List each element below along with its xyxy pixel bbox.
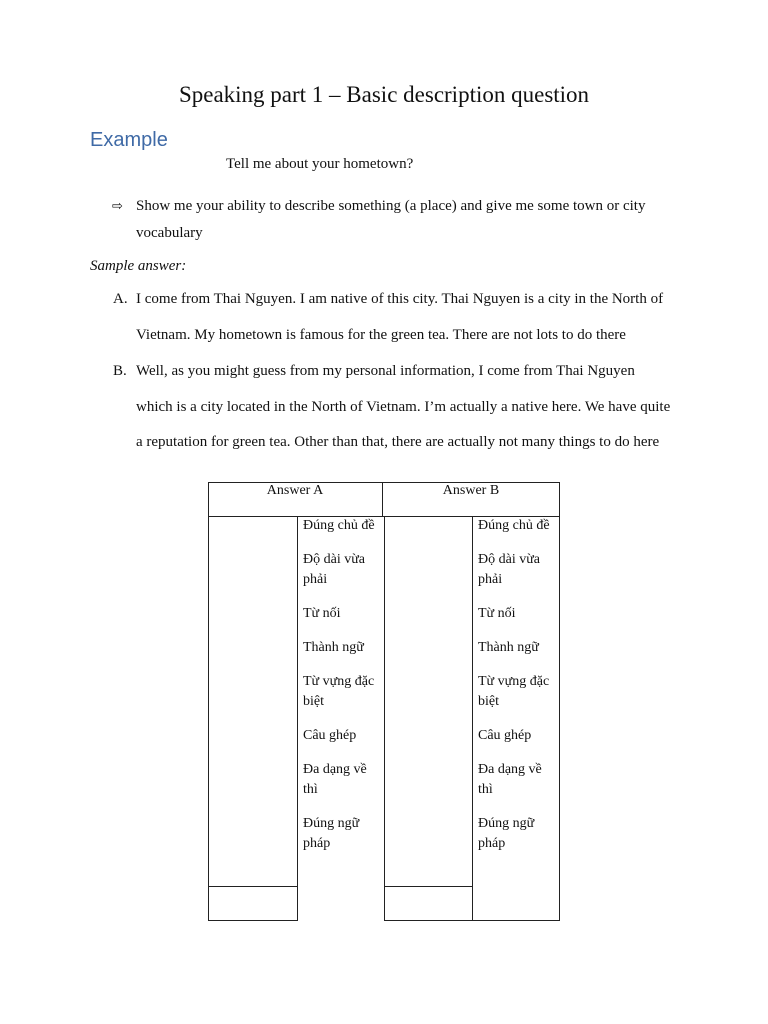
note-line-2: vocabulary bbox=[136, 225, 203, 241]
criterion-a-6: Câu ghép bbox=[303, 728, 357, 743]
criterion-b-1: Đúng chủ đề bbox=[478, 518, 550, 533]
page-title: Speaking part 1 – Basic description question bbox=[178, 82, 590, 107]
answer-b-line-1: Well, as you might guess from my personal information, I come from Thai Nguyen bbox=[136, 363, 635, 379]
section-heading: Example bbox=[90, 129, 168, 151]
table-header-answer-b: Answer B bbox=[442, 483, 500, 498]
answer-a-marker: A. bbox=[113, 291, 128, 307]
answer-b-line-2: which is a city located in the North of Vietnam. I’m actually a native here. We have quite bbox=[136, 399, 671, 415]
criterion-b-7: Đa dạng về thì bbox=[478, 762, 542, 797]
answer-a-line-1: I come from Thai Nguyen. I am native of this city. Thai Nguyen is a city in the North of bbox=[136, 291, 664, 307]
answer-a-line-2: Vietnam. My hometown is famous for the green tea. There are not lots to do there bbox=[136, 327, 626, 343]
criterion-b-2: Độ dài vừa phải bbox=[478, 552, 541, 587]
criterion-a-1: Đúng chủ đề bbox=[303, 518, 375, 533]
criterion-a-4: Thành ngữ bbox=[303, 640, 364, 655]
criteria-list-a bbox=[303, 516, 383, 868]
answer-b-marker: B. bbox=[113, 363, 127, 379]
question-text: Tell me about your hometown? bbox=[226, 156, 414, 172]
table-header-answer-a: Answer A bbox=[266, 483, 324, 498]
criterion-a-3: Từ nối bbox=[303, 606, 341, 621]
criterion-a-8: Đúng ngữ pháp bbox=[303, 816, 360, 851]
criterion-b-6: Câu ghép bbox=[478, 728, 532, 743]
note-line-1: Show me your ability to describe something (a place) and give me some town or city bbox=[136, 198, 646, 214]
arrow-icon: ⇨ bbox=[112, 199, 123, 214]
criterion-b-3: Từ nối bbox=[478, 606, 516, 621]
criterion-a-7: Đa dạng về thì bbox=[303, 762, 367, 797]
criterion-a-2: Độ dài vừa phải bbox=[303, 552, 366, 587]
criterion-b-8: Đúng ngữ pháp bbox=[478, 816, 535, 851]
criterion-b-5: Từ vựng đặc biệt bbox=[478, 674, 550, 709]
answer-b-line-3: a reputation for green tea. Other than that, there are actually not many things to do here bbox=[136, 434, 660, 450]
criterion-b-4: Thành ngữ bbox=[478, 640, 539, 655]
sample-answer-label: Sample answer: bbox=[90, 258, 187, 274]
criterion-a-5: Từ vựng đặc biệt bbox=[303, 674, 375, 709]
criteria-list-b bbox=[478, 516, 558, 868]
